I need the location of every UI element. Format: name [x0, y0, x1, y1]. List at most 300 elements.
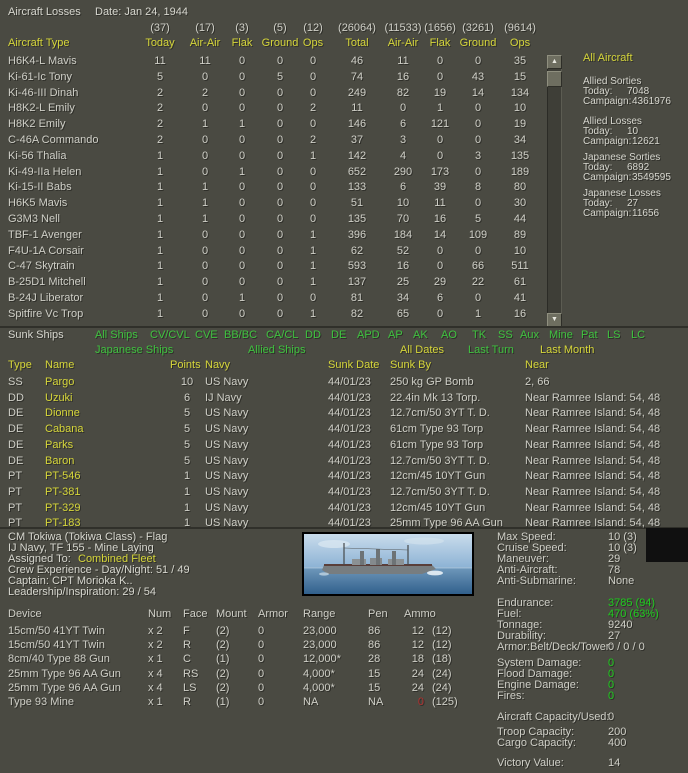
aircraft-stat-cell: 44	[513, 213, 527, 225]
ship-stat-label: Cruise Speed:	[497, 542, 567, 554]
sunk-near-cell: 2, 66	[525, 376, 550, 388]
sunk-type-cell: PT	[8, 502, 23, 514]
device-mount-cell: (2)	[216, 668, 230, 680]
device-ammo-cell: 12	[411, 639, 424, 651]
aircraft-stat-cell: 46	[350, 55, 364, 67]
aircraft-stat-cell: 1	[309, 260, 317, 272]
sunk-navy-cell: US Navy	[205, 502, 249, 514]
scroll-down-icon: ▼	[551, 316, 558, 323]
ship-stat-label: Engine Damage:	[497, 679, 579, 691]
aircraft-stat-cell: 0	[309, 55, 317, 67]
aircraft-stat-cell: 16	[433, 213, 447, 225]
aircraft-stat-cell: 2	[309, 134, 317, 146]
aircraft-stat-cell: 1	[156, 166, 164, 178]
aircraft-type-cell: Ki-56 Thalia	[8, 150, 67, 162]
aircraft-col-header: Ground	[459, 37, 497, 49]
device-col-header: Device	[8, 608, 42, 620]
device-face-cell: C	[183, 653, 191, 665]
ship-filter-ao[interactable]: AO	[441, 329, 457, 341]
device-range-cell: NA	[303, 696, 319, 708]
sunk-col-header: Points	[170, 359, 201, 371]
sunk-navy-cell: US Navy	[205, 517, 249, 529]
aircraft-stat-cell: 0	[201, 245, 209, 257]
aircraft-stat-cell: 1	[238, 118, 246, 130]
ship-stat-value: 0	[608, 690, 615, 702]
aircraft-stat-cell: 1	[156, 276, 164, 288]
aircraft-stat-cell: 0	[309, 197, 317, 209]
aircraft-stat-cell: 0	[474, 55, 482, 67]
aircraft-stat-cell: 0	[201, 134, 209, 146]
device-pen-cell: 15	[368, 682, 381, 694]
aircraft-stat-cell: 65	[396, 308, 410, 320]
ship-filter-ak[interactable]: AK	[413, 329, 428, 341]
ship-stat-value: 10 (3)	[608, 531, 637, 543]
sunk-points-cell: 5	[183, 439, 191, 451]
ship-filter-aux[interactable]: Aux	[520, 329, 539, 341]
aircraft-stat-cell: 189	[510, 166, 530, 178]
device-col-header: Face	[183, 608, 208, 620]
game-date: Date: Jan 24, 1944	[95, 6, 188, 18]
aircraft-stat-cell: 0	[276, 102, 284, 114]
aircraft-type-cell: H8K2-L Emily	[8, 102, 75, 114]
aircraft-col-header: Air-Air	[387, 37, 419, 49]
ship-filter-lc[interactable]: LC	[631, 329, 646, 341]
aircraft-stat-cell: 6	[436, 292, 444, 304]
aircraft-stat-cell: 1	[156, 181, 164, 193]
device-col-header: Range	[303, 608, 336, 620]
aircraft-stat-cell: 1	[156, 245, 164, 257]
ship-stat-label: Cargo Capacity:	[497, 737, 576, 749]
aircraft-col-header: Ops	[509, 37, 531, 49]
aircraft-type-cell: H8K2 Emily	[8, 118, 66, 130]
ship-filter-ca-cl[interactable]: CA/CL	[266, 329, 299, 341]
aircraft-stat-cell: 11	[397, 55, 409, 67]
aircraft-stat-cell: 11	[351, 102, 363, 114]
ship-stat-value: 29	[608, 553, 621, 565]
summary-today-value: 27	[627, 198, 639, 209]
sunk-near-cell: Near Ramree Island: 54, 48	[525, 486, 661, 498]
ship-filter-pat[interactable]: Pat	[581, 329, 598, 341]
ship-stat-value: 10 (3)	[608, 542, 637, 554]
aircraft-stat-cell: 0	[201, 102, 209, 114]
aircraft-type-cell: Ki-15-II Babs	[8, 181, 72, 193]
device-range-cell: 23,000	[303, 625, 337, 637]
leadership-line: Leadership/Inspiration: 29 / 54	[8, 586, 156, 598]
ship-filter-ls[interactable]: LS	[607, 329, 621, 341]
aircraft-stat-cell: 1	[474, 308, 482, 320]
sunk-by-cell: 12cm/45 10YT Gun	[390, 470, 486, 482]
aircraft-stat-cell: 52	[396, 245, 410, 257]
sunk-col-header: Sunk By	[390, 359, 431, 371]
summary-heading: Allied Sorties	[583, 76, 642, 87]
aircraft-stat-cell: 0	[309, 118, 317, 130]
ship-stat-label: Max Speed:	[497, 531, 556, 543]
aircraft-stat-cell: 0	[474, 292, 482, 304]
aircraft-stat-cell: 0	[201, 150, 209, 162]
aircraft-stat-cell: 0	[309, 87, 317, 99]
aircraft-stat-cell: 0	[309, 166, 317, 178]
aircraft-stat-cell: 2	[156, 102, 164, 114]
aircraft-stat-cell: 19	[433, 87, 447, 99]
aircraft-stat-cell: 0	[276, 292, 284, 304]
sunk-ship-name-link[interactable]: PT-381	[45, 486, 81, 498]
aircraft-stat-cell: 0	[436, 134, 444, 146]
aircraft-stat-cell: 0	[474, 166, 482, 178]
aircraft-stat-cell: 0	[474, 197, 482, 209]
sunk-points-cell: 1	[183, 470, 191, 482]
ship-stat-label: Fires:	[497, 690, 525, 702]
sunk-by-cell: 61cm Type 93 Torp	[390, 423, 484, 435]
aircraft-stat-cell: 0	[399, 102, 407, 114]
aircraft-stat-cell: 146	[347, 118, 367, 130]
aircraft-type-cell: TBF-1 Avenger	[8, 229, 82, 241]
aircraft-stat-cell: 39	[433, 181, 447, 193]
aircraft-count-header: (26064)	[338, 22, 376, 34]
ship-stat-value: 0	[608, 711, 615, 723]
sunk-navy-cell: US Navy	[205, 470, 249, 482]
ship-filter-mine[interactable]: Mine	[549, 329, 573, 341]
ship-stat-value: None	[608, 575, 635, 587]
summary-today-label: Today:	[583, 162, 613, 173]
device-range-cell: 4,000*	[303, 668, 335, 680]
aircraft-stat-cell: 0	[309, 213, 317, 225]
ship-stat-value: 14	[608, 757, 621, 769]
ship-filter-allied-ships[interactable]: Allied Ships	[248, 344, 306, 356]
ship-stat-label: Victory Value:	[497, 757, 564, 769]
ship-stat-label: Aircraft Capacity/Used:	[497, 711, 610, 723]
ship-stat-label: Endurance:	[497, 597, 554, 609]
aircraft-stat-cell: 74	[350, 71, 364, 83]
aircraft-stat-cell: 34	[513, 134, 527, 146]
aircraft-stat-cell: 16	[396, 260, 410, 272]
sunk-date-cell: 44/01/23	[328, 486, 371, 498]
scroll-up-icon: ▲	[551, 58, 558, 65]
aircraft-stat-cell: 62	[350, 245, 364, 257]
sunk-ship-name-link[interactable]: PT-183	[45, 517, 81, 529]
ship-filter-de[interactable]: DE	[331, 329, 347, 341]
ship-filter-last-month[interactable]: Last Month	[540, 344, 595, 356]
all-aircraft-link[interactable]: All Aircraft	[583, 52, 633, 64]
sunk-by-cell: 250 kg GP Bomb	[390, 376, 474, 388]
device-ammo-cell: 24	[411, 668, 424, 680]
aircraft-stat-cell: 0	[474, 245, 482, 257]
aircraft-stat-cell: 0	[201, 276, 209, 288]
device-face-cell: RS	[183, 668, 199, 680]
aircraft-stat-cell: 89	[513, 229, 527, 241]
summary-campaign-label: Campaign:	[583, 136, 632, 147]
sunk-navy-cell: US Navy	[205, 439, 249, 451]
device-armor-cell: 0	[258, 668, 265, 680]
aircraft-stat-cell: 593	[347, 260, 367, 272]
ship-stat-value: 9240	[608, 619, 633, 631]
aircraft-stat-cell: 290	[393, 166, 413, 178]
sunk-points-cell: 10	[180, 376, 194, 388]
device-ammo-max-cell: (24)	[432, 668, 452, 680]
sunk-ship-name-link[interactable]: Cabana	[45, 423, 84, 435]
ship-stat-label: Anti-Submarine:	[497, 575, 576, 587]
ship-stat-value: 0	[608, 657, 615, 669]
sunk-navy-cell: US Navy	[205, 407, 249, 419]
aircraft-col-header: Flak	[231, 37, 253, 49]
sunk-date-cell: 44/01/23	[328, 470, 371, 482]
ship-stat-value: 0	[608, 679, 615, 691]
sunk-date-cell: 44/01/23	[328, 439, 371, 451]
sunk-type-cell: PT	[8, 517, 23, 529]
aircraft-type-cell: Ki-61-Ic Tony	[8, 71, 72, 83]
aircraft-col-header: Ground	[261, 37, 299, 49]
device-name-cell: 15cm/50 41YT Twin	[8, 639, 105, 651]
ship-stat-value: 470 (63%)	[608, 608, 659, 620]
ship-filter-ss[interactable]: SS	[498, 329, 513, 341]
sunk-date-cell: 44/01/23	[328, 392, 371, 404]
aircraft-col-header: Air-Air	[189, 37, 221, 49]
aircraft-count-header: (37)	[150, 22, 170, 34]
aircraft-count-header: (1656)	[424, 22, 456, 34]
aircraft-stat-cell: 6	[399, 118, 407, 130]
aircraft-stat-cell: 2	[309, 102, 317, 114]
crew-experience-line: Crew Experience - Day/Night: 51 / 49	[8, 564, 190, 576]
sunk-ship-name-link[interactable]: Parks	[45, 439, 74, 451]
aircraft-stat-cell: 142	[347, 150, 367, 162]
aircraft-stat-cell: 8	[474, 181, 482, 193]
assigned-fleet-link[interactable]: Combined Fleet	[78, 553, 156, 565]
device-ammo-max-cell: (125)	[432, 696, 458, 708]
sunk-points-cell: 5	[183, 407, 191, 419]
summary-today-value: 7048	[627, 86, 650, 97]
aircraft-stat-cell: 0	[238, 181, 246, 193]
aircraft-stat-cell: 135	[510, 150, 530, 162]
device-mount-cell: (2)	[216, 625, 230, 637]
device-col-header: Armor	[258, 608, 288, 620]
aircraft-stat-cell: 0	[201, 166, 209, 178]
ship-filter-cv-cvl[interactable]: CV/CVL	[150, 329, 190, 341]
sunk-type-cell: PT	[8, 486, 23, 498]
aircraft-stat-cell: 1	[309, 245, 317, 257]
sunk-near-cell: Near Ramree Island: 54, 48	[525, 439, 661, 451]
aircraft-stat-cell: 51	[350, 197, 364, 209]
summary-heading: Japanese Sorties	[583, 152, 661, 163]
summary-heading: Japanese Losses	[583, 188, 661, 199]
sunk-ship-name-link[interactable]: Dionne	[45, 407, 80, 419]
device-mount-cell: (1)	[216, 696, 230, 708]
aircraft-stat-cell: 0	[276, 213, 284, 225]
device-armor-cell: 0	[258, 682, 265, 694]
summary-today-label: Today:	[583, 126, 613, 137]
aircraft-stat-cell: 0	[276, 118, 284, 130]
aircraft-stat-cell: 4	[399, 150, 407, 162]
aircraft-stat-cell: 121	[430, 118, 450, 130]
sunk-points-cell: 5	[183, 455, 191, 467]
sunk-ship-name-link[interactable]: PT-546	[45, 470, 81, 482]
device-range-cell: 12,000*	[303, 653, 341, 665]
aircraft-stat-cell: 0	[276, 87, 284, 99]
device-pen-cell: NA	[368, 696, 384, 708]
aircraft-stat-cell: 0	[201, 308, 209, 320]
captain-line: Captain: CPT Morioka K..	[8, 575, 133, 587]
sunk-by-cell: 25mm Type 96 AA Gun	[390, 517, 503, 529]
sunk-date-cell: 44/01/23	[328, 455, 371, 467]
aircraft-stat-cell: 25	[396, 276, 410, 288]
ship-stat-value: 200	[608, 726, 627, 738]
sunk-type-cell: DE	[8, 439, 24, 451]
aircraft-stat-cell: 135	[347, 213, 367, 225]
device-name-cell: 25mm Type 96 AA Gun	[8, 682, 121, 694]
aircraft-stat-cell: 1	[309, 276, 317, 288]
aircraft-stat-cell: 35	[513, 55, 527, 67]
aircraft-stat-cell: 66	[471, 260, 485, 272]
aircraft-count-header: (12)	[303, 22, 323, 34]
summary-heading: Allied Losses	[583, 116, 642, 127]
sunk-ship-name-link[interactable]: PT-329	[45, 502, 81, 514]
ship-filter-all-ships[interactable]: All Ships	[95, 329, 138, 341]
sunk-near-cell: Near Ramree Island: 54, 48	[525, 502, 661, 514]
device-face-cell: R	[183, 696, 191, 708]
aircraft-stat-cell: 0	[238, 55, 246, 67]
ship-filter-bb-bc[interactable]: BB/BC	[224, 329, 258, 341]
device-armor-cell: 0	[258, 639, 265, 651]
device-pen-cell: 15	[368, 668, 381, 680]
sunk-points-cell: 5	[183, 423, 191, 435]
aircraft-stat-cell: 11	[154, 55, 166, 67]
aircraft-stat-cell: 41	[513, 292, 527, 304]
ship-filter-cve[interactable]: CVE	[195, 329, 218, 341]
device-ammo-max-cell: (18)	[432, 653, 452, 665]
aircraft-stat-cell: 82	[350, 308, 364, 320]
aircraft-stat-cell: 1	[201, 213, 209, 225]
ship-stat-value: 78	[608, 564, 621, 576]
aircraft-stat-cell: 43	[471, 71, 485, 83]
ship-stat-label: Troop Capacity:	[497, 726, 575, 738]
aircraft-stat-cell: 0	[238, 87, 246, 99]
aircraft-stat-cell: 70	[396, 213, 410, 225]
device-col-header: Ammo	[404, 608, 436, 620]
aircraft-stat-cell: 22	[471, 276, 485, 288]
aircraft-stat-cell: 0	[238, 308, 246, 320]
aircraft-stat-cell: 5	[156, 71, 164, 83]
aircraft-stat-cell: 1	[436, 102, 444, 114]
aircraft-col-header: Ops	[302, 37, 324, 49]
sunk-type-cell: DD	[8, 392, 24, 404]
aircraft-type-cell: Ki-49-IIa Helen	[8, 166, 82, 178]
aircraft-stat-cell: 0	[201, 292, 209, 304]
aircraft-stat-cell: 1	[156, 213, 164, 225]
ship-stat-label: System Damage:	[497, 657, 582, 669]
aircraft-stat-cell: 1	[156, 292, 164, 304]
sunk-date-cell: 44/01/23	[328, 376, 371, 388]
sunk-points-cell: 1	[183, 502, 191, 514]
aircraft-stat-cell: 0	[201, 260, 209, 272]
device-ammo-max-cell: (12)	[432, 625, 452, 637]
aircraft-stat-cell: 11	[434, 197, 446, 209]
aircraft-stat-cell: 0	[276, 229, 284, 241]
aircraft-stat-cell: 0	[276, 276, 284, 288]
aircraft-stat-cell: 1	[156, 308, 164, 320]
summary-campaign-value: 3549595	[632, 172, 671, 183]
device-name-cell: 15cm/50 41YT Twin	[8, 625, 105, 637]
aircraft-stat-cell: 2	[156, 87, 164, 99]
aircraft-stat-cell: 249	[347, 87, 367, 99]
ship-filter-dd[interactable]: DD	[305, 329, 321, 341]
ship-filter-japanese-ships[interactable]: Japanese Ships	[95, 344, 174, 356]
sunk-near-cell: Near Ramree Island: 54, 48	[525, 423, 661, 435]
aircraft-stat-cell: 137	[347, 276, 367, 288]
sunk-points-cell: 1	[183, 486, 191, 498]
device-armor-cell: 0	[258, 625, 265, 637]
ship-filter-ap[interactable]: AP	[388, 329, 403, 341]
sunk-near-cell: Near Ramree Island: 54, 48	[525, 455, 661, 467]
aircraft-stat-cell: 1	[309, 308, 317, 320]
device-num-cell: x 2	[148, 639, 163, 651]
aircraft-stat-cell: 109	[468, 229, 488, 241]
aircraft-stat-cell: 3	[474, 150, 482, 162]
summary-campaign-value: 4361976	[632, 96, 671, 107]
aircraft-stat-cell: 0	[276, 150, 284, 162]
aircraft-stat-cell: 0	[238, 197, 246, 209]
aircraft-stat-cell: 14	[433, 229, 447, 241]
sunk-ship-name-link[interactable]: Uzuki	[45, 392, 73, 404]
aircraft-stat-cell: 10	[513, 245, 527, 257]
ship-filter-tk[interactable]: TK	[472, 329, 487, 341]
ship-filter-last-turn[interactable]: Last Turn	[468, 344, 514, 356]
device-armor-cell: 0	[258, 696, 265, 708]
ship-stat-value: 400	[608, 737, 627, 749]
aircraft-stat-cell: 2	[201, 87, 209, 99]
aircraft-stat-cell: 10	[396, 197, 410, 209]
device-pen-cell: 28	[368, 653, 381, 665]
aircraft-stat-cell: 80	[513, 181, 527, 193]
device-col-header: Mount	[216, 608, 247, 620]
aircraft-col-header: Flak	[429, 37, 451, 49]
aircraft-stat-cell: 0	[309, 181, 317, 193]
device-col-header: Num	[148, 608, 172, 620]
ship-filter-apd[interactable]: APD	[357, 329, 380, 341]
device-name-cell: Type 93 Mine	[8, 696, 75, 708]
aircraft-count-header: (5)	[273, 22, 287, 34]
ship-filter-all-dates[interactable]: All Dates	[400, 344, 445, 356]
aircraft-stat-cell: 0	[238, 260, 246, 272]
sunk-date-cell: 44/01/23	[328, 423, 371, 435]
aircraft-count-header: (3261)	[462, 22, 494, 34]
device-mount-cell: (2)	[216, 682, 230, 694]
sunk-type-cell: SS	[8, 376, 23, 388]
aircraft-type-cell: H6K4-L Mavis	[8, 55, 77, 67]
sunk-col-header: Sunk Date	[328, 359, 380, 371]
aircraft-stat-cell: 1	[201, 197, 209, 209]
ship-stat-value: 3785 (94)	[608, 597, 656, 609]
device-pen-cell: 86	[368, 639, 381, 651]
aircraft-stat-cell: 133	[347, 181, 367, 193]
aircraft-stat-cell: 0	[474, 102, 482, 114]
sunk-ship-name-link[interactable]: Pargo	[45, 376, 75, 388]
aircraft-stat-cell: 184	[393, 229, 413, 241]
sunk-ship-name-link[interactable]: Baron	[45, 455, 75, 467]
device-range-cell: 4,000*	[303, 682, 335, 694]
summary-today-label: Today:	[583, 198, 613, 209]
summary-campaign-label: Campaign:	[583, 172, 632, 183]
aircraft-stat-cell: 10	[513, 102, 527, 114]
aircraft-stat-cell: 396	[347, 229, 367, 241]
aircraft-stat-cell: 5	[474, 213, 482, 225]
sunk-navy-cell: US Navy	[205, 455, 249, 467]
device-ammo-cell: 18	[411, 653, 424, 665]
device-armor-cell: 0	[258, 653, 265, 665]
aircraft-stat-cell: 173	[430, 166, 450, 178]
aircraft-stat-cell: 29	[433, 276, 447, 288]
aircraft-stat-cell: 82	[396, 87, 410, 99]
aircraft-type-header: Aircraft Type	[8, 37, 70, 49]
aircraft-stat-cell: 1	[156, 197, 164, 209]
aircraft-stat-cell: 1	[309, 150, 317, 162]
